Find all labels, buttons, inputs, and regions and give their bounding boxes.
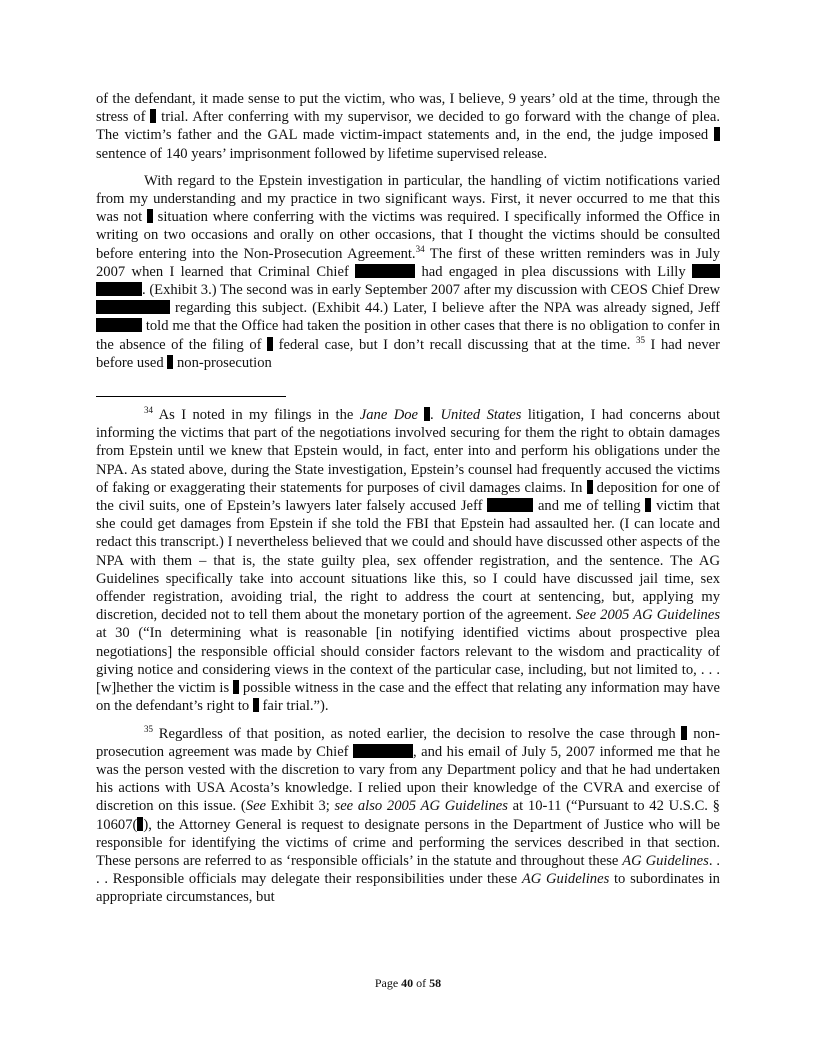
current-page: 40 (401, 976, 414, 990)
footnotes (96, 406, 720, 906)
body-text (96, 90, 720, 372)
redaction (355, 264, 415, 278)
redaction (487, 498, 533, 512)
redaction (96, 318, 142, 332)
redaction (353, 744, 413, 758)
redaction (96, 282, 142, 296)
footnote-34: $^{34}$ As I noted in my filings in the Jane Doe . United States litigation, I had concerns about informing the victims that part of the negotiations involved securing for them the right to obtain damages from Epstein until we knew that Epstein would, in fact, enter into and perform his obligations under the NPA. As stated above, during the State investigation, Epstein’s counsel had frequently accused the victims of faking or exaggerating their statements for purposes of civil damages claims. In deposition for one of the civil suits, one of Epstein’s lawyers later falsely accused Jeff and me of telling victim that she could get damages from Epstein if she told the FBI that Epstein had assaulted her. (I can locate and redact this transcript.) I nevertheless believed that we could and should have discussed other aspects of the NPA with them – that is, the state guilty plea, sex offender registration, and the sentence. The AG Guidelines specifically take into account situations like this, so I could have discussed jail time, sex offender registration, avoiding trial, the right to address the court at sentencing, but, applying my discretion, decided not to tell them about the monetary portion of the agreement. See 2005 AG Guidelines at 30 (“In determining what is reasonable [in notifying identified victims about prospective plea negotiations] the responsible official should consider factors relevant to the wisdom and practicality of giving notice and considering views in the context of the particular case, including, but not limited to, . . . [w]hether the victim is possible witness in the case and the effect that relating any information may have on the defendant’s right to fair trial.”). (96, 405, 721, 715)
total-pages: 58 (429, 976, 442, 990)
body-paragraph-1: of the defendant, it made sense to put the victim, who was, I believe, 9 years’ old at the time, through the stress of trial. After conferring with my supervisor, we decided to go forward with the change of plea. The victim’s father and the GAL made victim-impact statements and, in the end, the judge imposed sentence of 140 years’ imprisonment followed by lifetime supervised release. (96, 91, 720, 162)
footnote-ref-34: 34 (415, 243, 425, 254)
redaction (692, 264, 720, 278)
body-paragraph-2: With regard to the Epstein investigation in particular, the handling of victim notifications varied from my understanding and my practice in two significant ways. First, it never occurred to me that this was not situation where conferring with the victims was required. I specifically informed the Office in writing on two occasions and orally on other occasions, that I thought the victims should be consulted before entering into the Non-Prosecution Agreement.$^{34}$ The first of these written reminders was in July 2007 when I learned that Criminal Chief had engaged in plea discussions with Lilly . (Exhibit 3.) The second was in early September 2007 after my discussion with CEOS Chief Drew regarding this subject. (Exhibit 44.) Later, I believe after the NPA was already signed, Jeff told me that the Office had taken the position in other cases that there is no obligation to confer in the absence of the filing of federal case, but I don’t recall discussing that at the time. $^{35}$ I had never before used non-prosecution (96, 172, 720, 371)
redaction (96, 300, 170, 314)
document-page (96, 90, 720, 907)
redaction (714, 127, 720, 141)
page-number-footer: Page 40 of 58 (374, 976, 442, 990)
footnote-ref-35: 35 (636, 334, 645, 345)
footnote-separator (96, 396, 286, 397)
footnote-35: $^{35}$ Regardless of that position, as noted earlier, the decision to resolve the case through non-prosecution agreement was made by Chief , and his email of July 5, 2007 informed me that he was the person vested with the discretion to vary from any Department policy and that he had undertaken his actions with USA Acosta’s knowledge. I relied upon their knowledge of the CVRA and exercise of discretion on this issue. (See Exhibit 3; see also 2005 AG Guidelines at 10-11 (“Pursuant to 42 U.S.C. § 10607( ), the Attorney General is request to designate persons in the Department of Justice who will be responsible for identifying the victims of crime and performing the services described in that section. These persons are referred to as ‘responsible officials’ in the statute and throughout these AG Guidelines. . . . Responsible officials may delegate their responsibilities under these AG Guidelines to subordinates in appropriate circumstances, but (96, 723, 720, 906)
